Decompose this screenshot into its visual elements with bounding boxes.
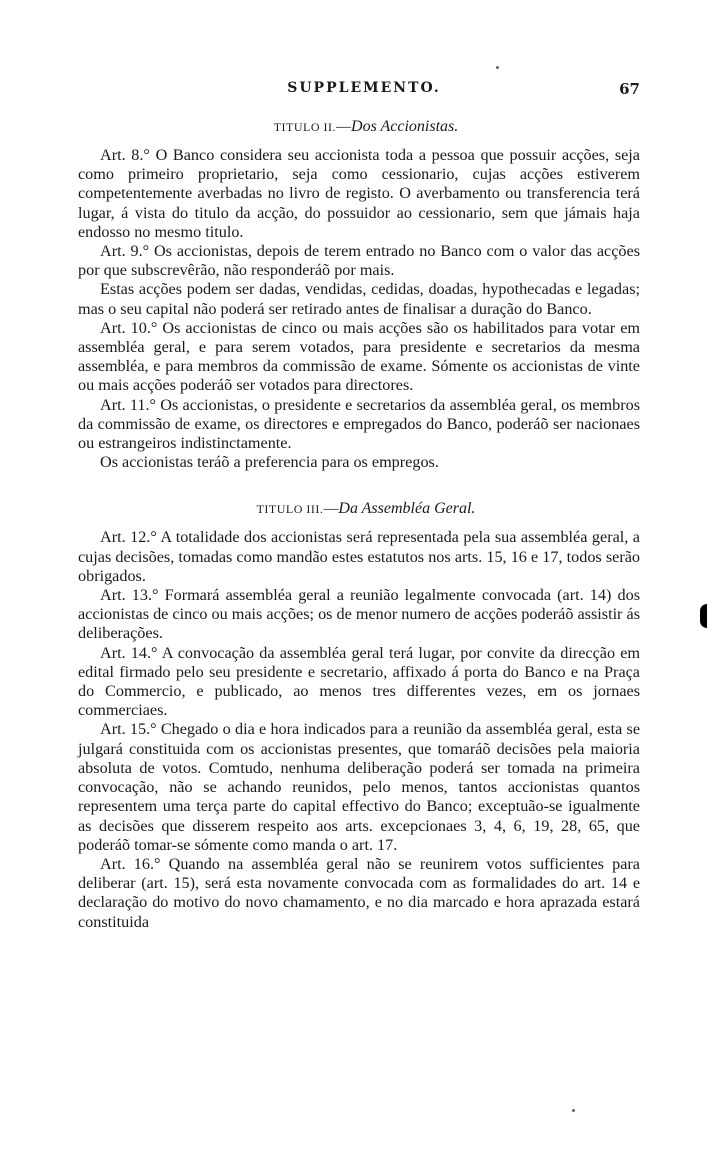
scan-margin-mark bbox=[700, 604, 707, 628]
paragraph-art-9: Art. 9.° Os accionistas, depois de terem entrado no Banco com o valor das acções por que subscrevêrão, não responderáõ por mais. bbox=[78, 242, 640, 280]
paragraph-art-12: Art. 12.° A totalidade dos accionistas será representada pela sua assembléa geral, a cujas decisões, tomadas como mandão estes estatutos nos arts. 15, 16 e 17, todos serão obrigados. bbox=[78, 528, 640, 585]
section-spacer bbox=[78, 472, 640, 484]
paragraph-art-8: Art. 8.° O Banco considera seu accionista toda a pessoa que possuir acções, seja como primeiro proprietario, seja como cessionario, cujas acções estiverem competentemente averbadas no livro de registo. O averbamento ou transferencia terá lugar, á vista do titulo da acção, do possuidor ao cessionario, sem que jámais haja endosso no mesmo titulo. bbox=[78, 146, 640, 241]
paragraph-art-10: Art. 10.° Os accionistas de cinco ou mais acções são os habilitados para votar em assembléa geral, e para serem votados, para presidente e secretarios da mesma assembléa, e para membros da commissão de exame. Sómente os accionistas de vinte ou mais acções poderáõ ser votados para directores. bbox=[78, 318, 640, 395]
running-title: SUPPLEMENTO. bbox=[287, 80, 441, 96]
section-dash: — bbox=[323, 501, 339, 518]
section-heading-titulo-ii bbox=[78, 118, 640, 136]
paragraph-art-16: Art. 16.° Quando na assembléa geral não se reunirem votos sufficientes para deliberar (art. 15), será esta novamente convocada com as formalidades do art. 14 e declaração do motivo do novo chamamento, e no dia marcado e hora aprazada estará constituida bbox=[78, 854, 640, 931]
scan-speck bbox=[572, 1109, 575, 1112]
paragraph-art-13: Art. 13.° Formará assembléa geral a reunião legalmente convocada (art. 14) dos accionistas de cinco ou mais acções; os de menor numero de acções poderáõ assistir ás deliberações. bbox=[78, 586, 640, 643]
book-page bbox=[78, 78, 640, 932]
section-dash: — bbox=[336, 119, 352, 135]
paragraph-art-11: Art. 11.° Os accionistas, o presidente e secretarios da assembléa geral, os membros da commissão de exame, os directores e empregados do Banco, poderáõ ser nacionaes ou estrangeiros indistinctamente. bbox=[78, 395, 640, 453]
paragraph-art-14: Art. 14.° A convocação da assembléa geral terá lugar, por convite da direcção em edital firmado pelo seu presidente e secretario, affixado á porta do Banco e na Praça do Commercio, e publicado, ao menos tres differentes vezes, em os jornaes commerciaes. bbox=[78, 643, 640, 720]
paragraph-art-9-cont: Estas acções podem ser dadas, vendidas, cedidas, doadas, hypothecadas e legadas; mas o seu capital não poderá ser retirado antes de finalisar a duração do Banco. bbox=[78, 280, 640, 318]
paragraph-art-15: Art. 15.° Chegado o dia e hora indicados para a reunião da assembléa geral, esta se julgará constituida com os accionistas presentes, que tomaráõ decisões pela maioria absoluta de votos. Comtudo, nenhuma deliberação poderá ser tomada na primeira convocação, não se achando reunidos, pelo menos, tantos accionistas quantos representem uma terça parte do capital effectivo do Banco; exceptuão-se igualmente as decisões que disserem respeito aos arts. excepcionaes 3, 4, 6, 19, 28, 65, que poderáõ tomar-se sómente como manda o art. 17. bbox=[78, 720, 640, 854]
running-header bbox=[78, 78, 640, 102]
section-heading-titulo-iii bbox=[78, 500, 640, 518]
paragraph-art-11-cont: Os accionistas teráõ a preferencia para os empregos. bbox=[100, 453, 439, 472]
scan-speck bbox=[496, 66, 499, 69]
section-title: Dos Accionistas. bbox=[351, 118, 459, 135]
section-title: Da Assembléa Geral. bbox=[338, 500, 476, 518]
section-label: TITULO II. bbox=[273, 120, 337, 134]
page-number: 67 bbox=[619, 80, 640, 98]
section-label: TITULO III. bbox=[256, 502, 324, 517]
